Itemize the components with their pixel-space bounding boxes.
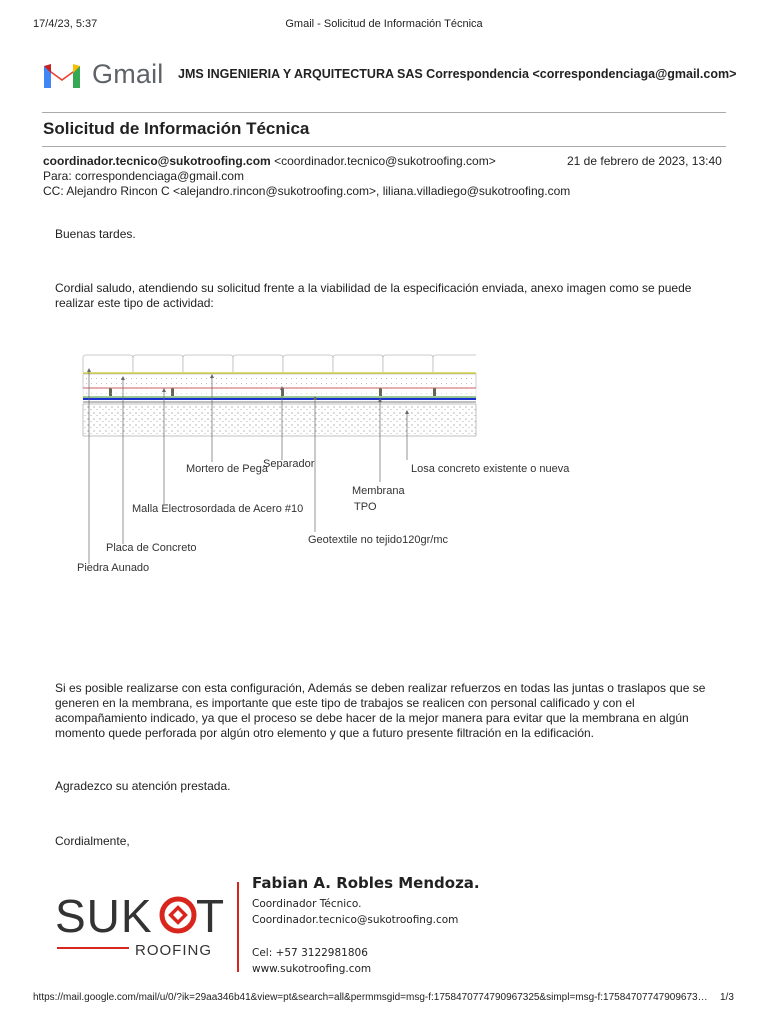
signature-divider: [237, 882, 239, 972]
svg-text:SUK: SUK: [55, 890, 153, 942]
page-number: 1/3: [720, 992, 734, 1003]
signature-email[interactable]: Coordinador.tecnico@sukotroofing.com: [252, 914, 459, 926]
svg-text:ROOFING: ROOFING: [135, 942, 212, 959]
print-datetime: 17/4/23, 5:37: [33, 18, 98, 30]
label-piedra: Piedra Aunado: [77, 562, 150, 574]
gmail-wordmark: Gmail: [92, 59, 164, 89]
paragraph-1: Cordial saludo, atendiendo su solicitud frente a la viabilidad de la especificación enviada, anexo imagen como se puede realizar este tipo de actividad:: [55, 281, 692, 310]
closing-line: Cordialmente,: [55, 834, 130, 848]
greeting: Buenas tardes.: [55, 227, 136, 241]
signature-name: Fabian A. Robles Mendoza.: [252, 874, 480, 892]
paragraph-2: Si es posible realizarse con esta configuración, Además se deben realizar refuerzos en todas las juntas o traslapos que se generen en la membrana, es importante que este tipo de trabajos se realicen con personal calificado y con el acompañamiento indicado, ya que el proceso se debe hacer de la mejor manera para evitar que la membrana en algún momento quede perforada por algún otro elemento y que a futuro presente filtración en la edificación.: [55, 681, 706, 740]
label-geotextile: Geotextile no tejido120gr/mc: [308, 534, 449, 546]
signature-phone: Cel: +57 3122981806: [252, 947, 368, 959]
tile-row: [83, 355, 476, 372]
email-subject: Solicitud de Información Técnica: [43, 119, 310, 138]
signature-role: Coordinador Técnico.: [252, 898, 362, 910]
label-tpo: TPO: [354, 501, 377, 513]
print-url: https://mail.google.com/mail/u/0/?ik=29aa346b41&view=pt&search=all&permmsgid=msg-f:1758470774790967325&simpl=msg-f:17584707747909673…: [33, 992, 708, 1003]
label-malla: Malla Electrosordada de Acero #10: [132, 503, 304, 515]
thanks-line: Agradezco su atención prestada.: [55, 779, 231, 793]
label-mortero: Mortero de Pega: [186, 463, 268, 475]
account-label: JMS INGENIERIA Y ARQUITECTURA SAS Correspondencia <correspondenciaga@gmail.com>: [178, 67, 737, 81]
label-losa: Losa concreto existente o nueva: [411, 463, 570, 475]
to-line: Para: correspondenciaga@gmail.com: [43, 169, 244, 183]
divider: [42, 146, 726, 147]
label-separador: Separador: [263, 458, 315, 470]
sender-address: <coordinador.tecnico@sukotroofing.com>: [274, 154, 496, 168]
print-title: Gmail - Solicitud de Información Técnica: [285, 18, 483, 30]
roof-section-diagram: [75, 352, 570, 582]
svg-text:T: T: [196, 890, 225, 942]
divider: [42, 112, 726, 113]
label-placa: Placa de Concreto: [106, 542, 197, 554]
cc-line: CC: Alejandro Rincon C <alejandro.rincon@sukotroofing.com>, liliana.villadiego@sukotroofing.com: [43, 184, 571, 198]
email-date: 21 de febrero de 2023, 13:40: [567, 154, 722, 168]
label-membrana: Membrana: [352, 485, 405, 497]
sender-line: [43, 154, 496, 168]
gmail-m-icon: [42, 60, 82, 90]
sender-name: coordinador.tecnico@sukotroofing.com: [43, 154, 271, 168]
signature-website[interactable]: www.sukotroofing.com: [252, 963, 372, 975]
sukot-roofing-logo: [55, 886, 225, 966]
